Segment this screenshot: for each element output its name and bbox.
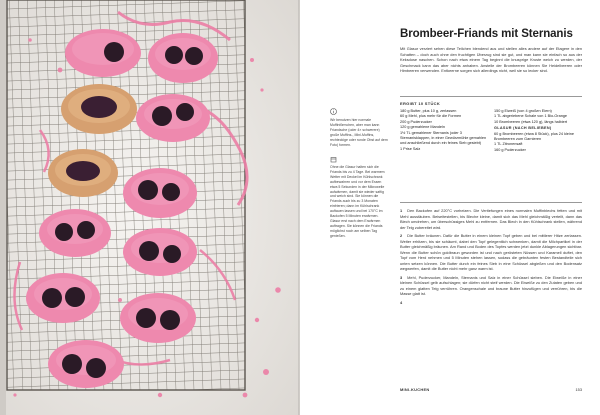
recipe-page	[300, 0, 600, 415]
step-text: Die Butter bräunen. Dafür die Butter in einem kleinen Topf geben und bei mittlerer Hitze zerlassen. Weiter erhitzen, bis sie schäumt, dabei den Topf gelegentlich schwenken, damit die Milchpartikel in der Butter gleichmäßig bräunen. Am Rand und Boden des Topfes werden jetzt dunkle Ablagerungen sichtbar. Wenn die Butter schön goldbraun geworden ist und nach gerösteten Nüssen und Karamell duftet, den Topf vom Herd nehmen und 5 Minuten stehen lassen, sodass die gebräunten festen Bestandteile sich unten setzen können. Die Butter durch ein feines Sieb in eine Schüssel abgießen und den Bodensatz wegwerfen, damit die Butter nicht mehr ganz warm ist.	[400, 233, 582, 271]
ingredient: 60 g Mehl, plus mehr für die Formen	[400, 114, 462, 119]
friand-glazed-mid-right	[136, 94, 210, 142]
ingredient: 180 g Butter, plus 10 g, zerlassen	[400, 109, 457, 113]
step-text: Mehl, Puderzucker, Mandeln, Sternanis und Salz in einer Schüssel sieben. Die Eiweiße in einer kleinen Schüssel gelb aufschlagen; sie dürfen nicht steif werden. Die Eiweiße zu den Zutaten geben und zu einem glatten Teig verrühren. Orangenschale und braune Butter hinzufügen und verrühren, bis die Masse glatt ist.	[400, 274, 582, 296]
method-step	[400, 275, 582, 297]
glaze-ingredient: 160 g Puderzucker	[494, 147, 526, 152]
method-step	[400, 300, 582, 306]
step-text: Den Backofen auf 220°C vorheizen. Die Vertiefungen eines normalen Muffinblechs fetten und mit Mehl ausstäuben. Beiseitestellen, bis Bleche kleine, damit sich das Mehl gleichmäßig verteilt, dann das Blech umdrehen, um überschüssiges Mehl zu entfernen. Das Blech in den Kühlschrank stellen, während der Teig zubereitet wird.	[400, 208, 582, 230]
storage-icon	[330, 156, 337, 163]
yield-label: ERGIBT 10 STÜCK	[400, 101, 441, 106]
method-step	[400, 233, 582, 272]
method-steps	[400, 208, 582, 308]
method-step	[400, 208, 582, 230]
sidebar-note-forms: Wir benutzen hier normale Muffinförmchen, aber man kann Friandsche (oder 4× schwerere) große Muffins-, Mini-Muffins, rechteckige oder runde Obst auf dem Foto) formen.	[330, 118, 388, 147]
friand-glazed-left-middle	[39, 209, 111, 257]
ingredient: 120 g gemahlene Mandeln	[400, 125, 445, 130]
step-number: 4	[400, 299, 403, 305]
friand-plain-left	[61, 84, 137, 134]
page-number: 153	[575, 387, 582, 392]
friand-plain-mid-left	[48, 149, 118, 197]
divider-method	[400, 202, 582, 203]
ingredient: 1 TL abgeriebene Schale von 1 Bio-Orange	[494, 114, 568, 119]
friand-glazed-top-right	[148, 33, 218, 83]
ingredient: 150 g Eiweiß (von 4 großen Eiern)	[494, 109, 552, 113]
glaze-ingredient: 60 g Brombeeren (etwa 8 Stück), plus 24 kleine Brombeeren zum Garnieren	[494, 131, 574, 142]
step-number: 1	[400, 208, 403, 213]
friand-glazed-top-center	[65, 29, 141, 77]
friand-glazed-center	[123, 168, 197, 218]
divider-top	[400, 96, 582, 97]
glaze-heading: GLASUR (NACH BELIEBEN)	[494, 126, 552, 131]
friand-glazed-lower-left	[26, 273, 100, 323]
step-number: 3	[400, 274, 403, 280]
ingredient: 200 g Puderzucker	[400, 119, 432, 124]
ingredients-left	[400, 109, 488, 152]
glaze-ingredient: 1 TL Zitronensaft	[494, 142, 523, 147]
ingredient: 1½ TL gemahlener Sternanis (oder 3 Sternanisklappen, in einer Gewürzmühle gemahlen und anschließend durch ein feines Sieb gesiebt)	[400, 130, 487, 146]
ingredients-right	[494, 109, 582, 153]
step-number: 2	[400, 233, 403, 238]
running-footer: MINI-KUCHEN	[400, 387, 430, 392]
info-icon	[330, 108, 337, 115]
sidebar-note-storage: Ohne die Glasur halten sich die Friands bis zu 4 Tage. Bei warmem Wetter mit Deckel im Kühlschrank aufbewahren und vor dem Essen etwa 5 Sekunden in der Mikrowelle aufwärmen, damit sie wieder saftig und weich sind. Sie können die Friands auch bis zu 3 Monaten einfrieren; dann im Kühlschrank auftauen lassen und bei 170°C im Backofen 5 Minuten erwärmen. Glasur erst nach dem Erwärmen auftragen. Sie können die Friands möglichst noch am selben Tag genießen.	[330, 165, 385, 238]
recipe-title: Brombeer-Friands mit Sternanis	[400, 28, 573, 40]
ingredient: 10 Brombeeren (etwa 120 g), längs halbiert	[494, 119, 568, 124]
friand-glazed-bottom	[48, 340, 124, 388]
ingredient: 1 Prise Salz	[400, 146, 421, 151]
friand-glazed-lower-right	[120, 293, 196, 343]
recipe-intro: Mit Glasur verziert sehen diese Teilchen blendend aus und stellen alles andere auf der Etagere in den Schatten – doch auch ohne den fruchtigen Überzug sind sie gut, und man kann sie einfach so aus der Keksdose naschen. Schon nach etwa einem Tag beginnt die knusprige Kruste weich zu werden, der Geschmack kann das aber nichts anhaben. Anstelle der Brombeeren können Sie Heidelbeeren oder Himbeeren verwenden. Entkeerne sorgen sich allerdings nicht, weil sie so lecker sind.	[400, 46, 582, 74]
friand-glazed-right-middle	[123, 228, 197, 276]
